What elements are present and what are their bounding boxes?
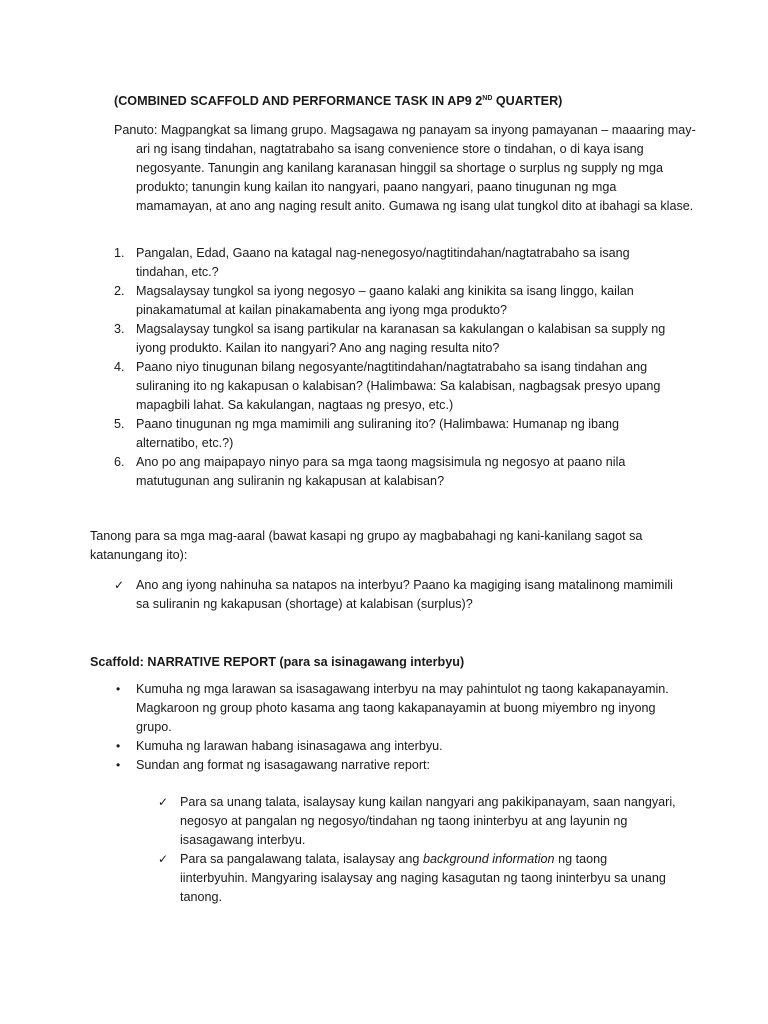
list-item: ✓ Ano ang iyong nahinuha sa natapos na interbyu? Paano ka magiging isang matalinong mamimili sa suliranin ng kakapusan (shortage) at kalabisan (surplus)?: [114, 578, 673, 611]
title-superscript: ND: [482, 94, 493, 102]
student-question-intro: Tanong para sa mga mag-aaral (bawat kasapi ng grupo ay magbabahagi ng kani-kanilang sagot sa katanungang ito):: [90, 529, 643, 562]
question-item: 3. Magsalaysay tungkol sa isang partikular na karanasan sa kakulangan o kalabisan sa supply ng iyong produkto. Kailan ito nangyari? Ano ang naging resulta nito?: [114, 322, 666, 355]
list-item: ✓ Para sa pangalawang talata, isalaysay ang background information ng taong iinterbyuhin. Mangyaring isalaysay ang naging kasagutan ng taong ininterbyu sa unang tanong.: [158, 852, 666, 904]
checkmark-icon: ✓: [158, 852, 169, 866]
checkmark-icon: ✓: [158, 795, 169, 809]
document-title: (COMBINED SCAFFOLD AND PERFORMANCE TASK IN AP9 2ND QUARTER): [114, 94, 563, 108]
scaffold-heading: Scaffold: NARRATIVE REPORT (para sa isinagawang interbyu): [90, 655, 465, 669]
list-item: ✓ Para sa unang talata, isalaysay kung kailan nangyari ang pakikipanayam, saan nangyari, negosyo at pangalan ng negosyo/tindahan ng taong ininterbyu at ang layunin ng isasagawang interbyu.: [158, 795, 676, 847]
scaffold-bullet-list: [114, 680, 674, 775]
bullet-icon: •: [116, 758, 121, 772]
checkmark-icon: ✓: [114, 578, 125, 592]
question-item: 5. Paano tinugunan ng mga mamimili ang suliraning ito? (Halimbawa: Humanap ng ibang alternatibo, etc.?): [114, 417, 620, 450]
question-item: 1. Pangalan, Edad, Gaano na katagal nag-nenegosyo/nagtitindahan/nagtatrabaho sa isang tindahan, etc.?: [114, 246, 630, 279]
bullet-icon: •: [116, 682, 121, 696]
student-question-list: [114, 576, 674, 614]
list-item: • Kumuha ng larawan habang isinasagawa ang interbyu.: [114, 737, 674, 756]
panuto-paragraph: Panuto: Magpangkat sa limang grupo. Magsagawa ng panayam sa inyong pamayanan – maaaring may-ari ng isang tindahan, nagtatrabaho sa isang convenience store o tindahan, o di kaya isang negosyante. Tanungin ang kanilang karanasan hinggil sa shortage o surplus ng supply ng mga produkto; tanungin kung kailan ito nangyari, paano nangyari, paano tinugunan ng mga mamamayan, at ano ang naging result anito. Gumawa ng isang ulat tungkol dito at ibahagi sa klase.: [114, 123, 696, 213]
bullet-icon: •: [116, 739, 121, 753]
interview-questions-list: [114, 244, 674, 491]
question-item: 6. Ano po ang maipapayo ninyo para sa mga taong magsisimula ng negosyo at paano nila matutugunan ang suliranin ng kakapusan at kalabisan?: [114, 455, 626, 488]
format-check-list: [158, 793, 678, 907]
list-item: • Sundan ang format ng isasagawang narrative report:: [114, 756, 674, 775]
question-item: 4. Paano niyo tinugunan bilang negosyante/nagtitindahan/nagtatrabaho sa isang tindahan ang suliraning ito ng kakapusan o kalabisan? (Halimbawa: Sa kalabisan, nagbagsak presyo upang mapagbili lahat. Sa kakulangan, nagtaas ng presyo, etc.): [114, 360, 661, 412]
question-item: 2. Magsalaysay tungkol sa iyong negosyo – gaano kalaki ang kinikita sa isang linggo, kailan pinakamatumal at kailan pinakamabenta ang iyong mga produkto?: [114, 284, 634, 317]
list-item: • Kumuha ng mga larawan sa isasagawang interbyu na may pahintulot ng taong kakapanayamin. Magkaroon ng group photo kasama ang taong kakapanayamin at buong miyembro ng inyong grupo.: [116, 682, 669, 734]
